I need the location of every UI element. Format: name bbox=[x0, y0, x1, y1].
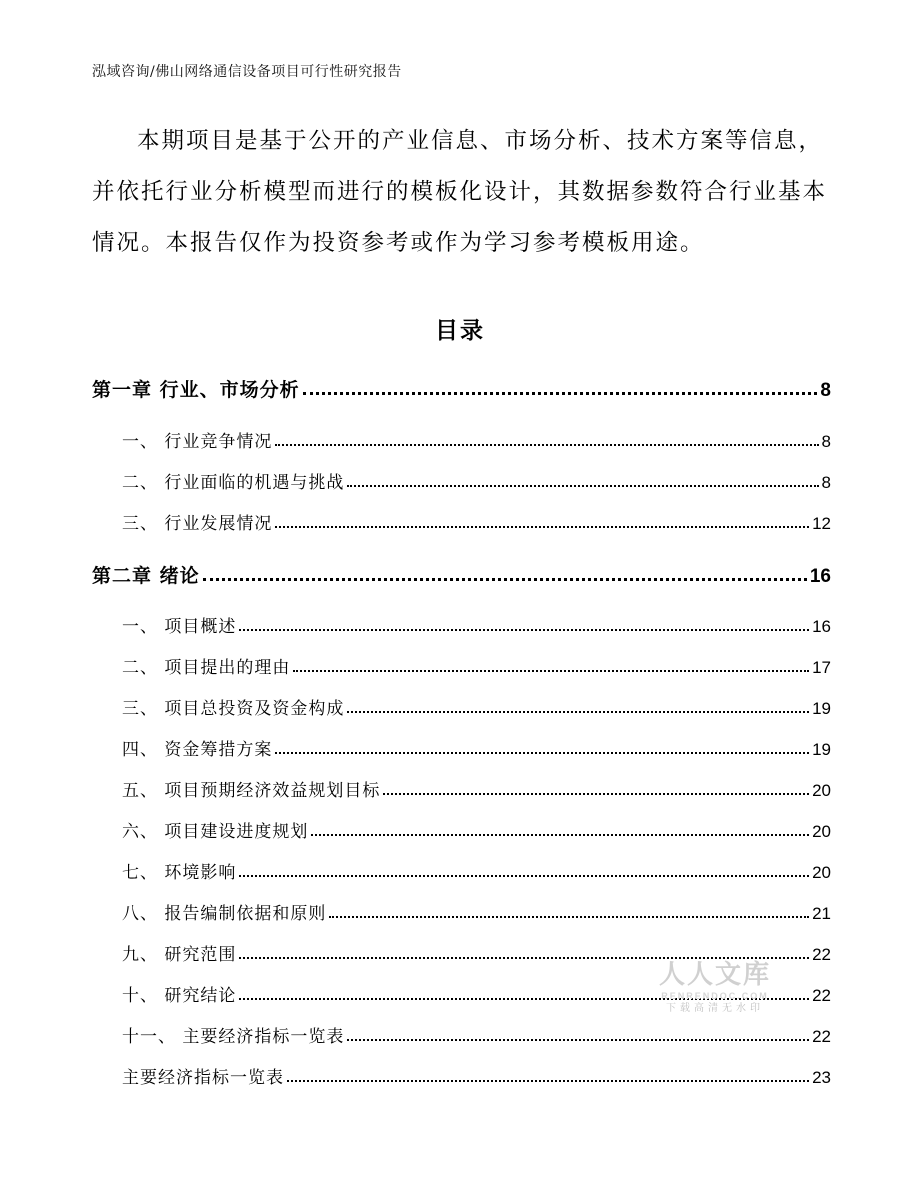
toc-section-2-10[interactable] bbox=[92, 978, 831, 1006]
toc-page-number: 12 bbox=[812, 514, 831, 533]
toc-leader bbox=[203, 577, 807, 581]
toc-page-number: 8 bbox=[821, 432, 831, 451]
document-header: 泓域咨询/佛山网络通信设备项目可行性研究报告 bbox=[92, 64, 402, 80]
toc-page-number: 16 bbox=[812, 617, 831, 636]
toc-leader bbox=[287, 1079, 809, 1082]
toc-section-2-5[interactable] bbox=[92, 773, 831, 801]
toc-section-1-1[interactable] bbox=[92, 424, 831, 452]
toc-page-number: 16 bbox=[809, 566, 831, 587]
toc-leader bbox=[303, 391, 818, 395]
toc-entry-label: 九、 研究范围 bbox=[122, 945, 237, 965]
toc-entry-label: 主要经济指标一览表 bbox=[122, 1068, 284, 1088]
toc-page-number: 21 bbox=[812, 904, 831, 923]
toc-leader bbox=[239, 956, 809, 959]
toc-section-2-8[interactable] bbox=[92, 896, 831, 924]
toc-section-2-7[interactable] bbox=[92, 855, 831, 883]
toc-section-table[interactable] bbox=[92, 1060, 831, 1088]
toc-page-number: 8 bbox=[821, 473, 831, 492]
toc-page-number: 20 bbox=[812, 781, 831, 800]
toc-leader bbox=[275, 525, 809, 528]
toc-entry-label: 一、 行业竞争情况 bbox=[122, 432, 273, 452]
intro-paragraph: 本期项目是基于公开的产业信息、市场分析、技术方案等信息，并依托行业分析模型而进行的模板化设计，其数据参数符合行业基本情况。本报告仅作为投资参考或作为学习参考模板用途。 bbox=[92, 128, 828, 256]
toc-entry-label: 三、 项目总投资及资金构成 bbox=[122, 699, 345, 719]
toc-entry-label: 六、 项目建设进度规划 bbox=[122, 822, 309, 842]
toc-leader bbox=[275, 443, 818, 446]
toc-entry-label: 七、 环境影响 bbox=[122, 863, 237, 883]
toc-chapter-2[interactable] bbox=[92, 556, 831, 588]
toc-chapter-1[interactable] bbox=[92, 370, 831, 402]
toc-page-number: 20 bbox=[812, 863, 831, 882]
toc-entry-label: 三、 行业发展情况 bbox=[122, 514, 273, 534]
toc-page-number: 19 bbox=[812, 740, 831, 759]
toc-leader bbox=[239, 874, 809, 877]
toc-section-2-4[interactable] bbox=[92, 732, 831, 760]
toc-entry-label: 一、 项目概述 bbox=[122, 617, 237, 637]
toc-entry-label: 二、 行业面临的机遇与挑战 bbox=[122, 473, 345, 493]
toc-leader bbox=[347, 1038, 809, 1041]
toc-page-number: 22 bbox=[812, 1027, 831, 1046]
toc-leader bbox=[347, 484, 818, 487]
toc-entry-label: 四、 资金筹措方案 bbox=[122, 740, 273, 760]
toc-leader bbox=[329, 915, 809, 918]
toc-entry-label: 十一、 主要经济指标一览表 bbox=[122, 1027, 345, 1047]
toc-section-2-1[interactable] bbox=[92, 609, 831, 637]
toc-leader bbox=[383, 792, 809, 795]
watermark-main-text: 人人文库 bbox=[658, 960, 771, 990]
toc-section-2-3[interactable] bbox=[92, 691, 831, 719]
toc-page-number: 23 bbox=[812, 1068, 831, 1087]
watermark-english-text: RENRENDOC.COM bbox=[661, 991, 769, 1001]
toc-entry-label: 八、 报告编制依据和原则 bbox=[122, 904, 327, 924]
toc-entry-label: 第二章 绪论 bbox=[92, 565, 200, 587]
toc-page-number: 22 bbox=[812, 986, 831, 1005]
toc-section-2-2[interactable] bbox=[92, 650, 831, 678]
toc-page-number: 22 bbox=[812, 945, 831, 964]
toc-page-number: 17 bbox=[812, 658, 831, 677]
toc-page-number: 19 bbox=[812, 699, 831, 718]
toc-leader bbox=[293, 669, 809, 672]
watermark-sub-text: 下载高清无水印 bbox=[666, 1003, 764, 1014]
toc-section-2-11[interactable] bbox=[92, 1019, 831, 1047]
toc-page-number: 20 bbox=[812, 822, 831, 841]
toc-leader bbox=[239, 628, 809, 631]
toc-section-2-9[interactable] bbox=[92, 937, 831, 965]
toc-page-number: 8 bbox=[820, 380, 831, 401]
toc-leader bbox=[275, 751, 809, 754]
toc-entry-label: 十、 研究结论 bbox=[122, 986, 237, 1006]
toc-leader bbox=[347, 710, 809, 713]
toc-entry-label: 二、 项目提出的理由 bbox=[122, 658, 291, 678]
toc-entry-label: 五、 项目预期经济效益规划目标 bbox=[122, 781, 381, 801]
toc-entry-label: 第一章 行业、市场分析 bbox=[92, 379, 300, 401]
toc-section-1-3[interactable] bbox=[92, 506, 831, 534]
toc-title: 目录 bbox=[435, 317, 485, 344]
toc-leader bbox=[311, 833, 809, 836]
toc-leader bbox=[239, 997, 809, 1000]
toc-section-1-2[interactable] bbox=[92, 465, 831, 493]
toc-section-2-6[interactable] bbox=[92, 814, 831, 842]
